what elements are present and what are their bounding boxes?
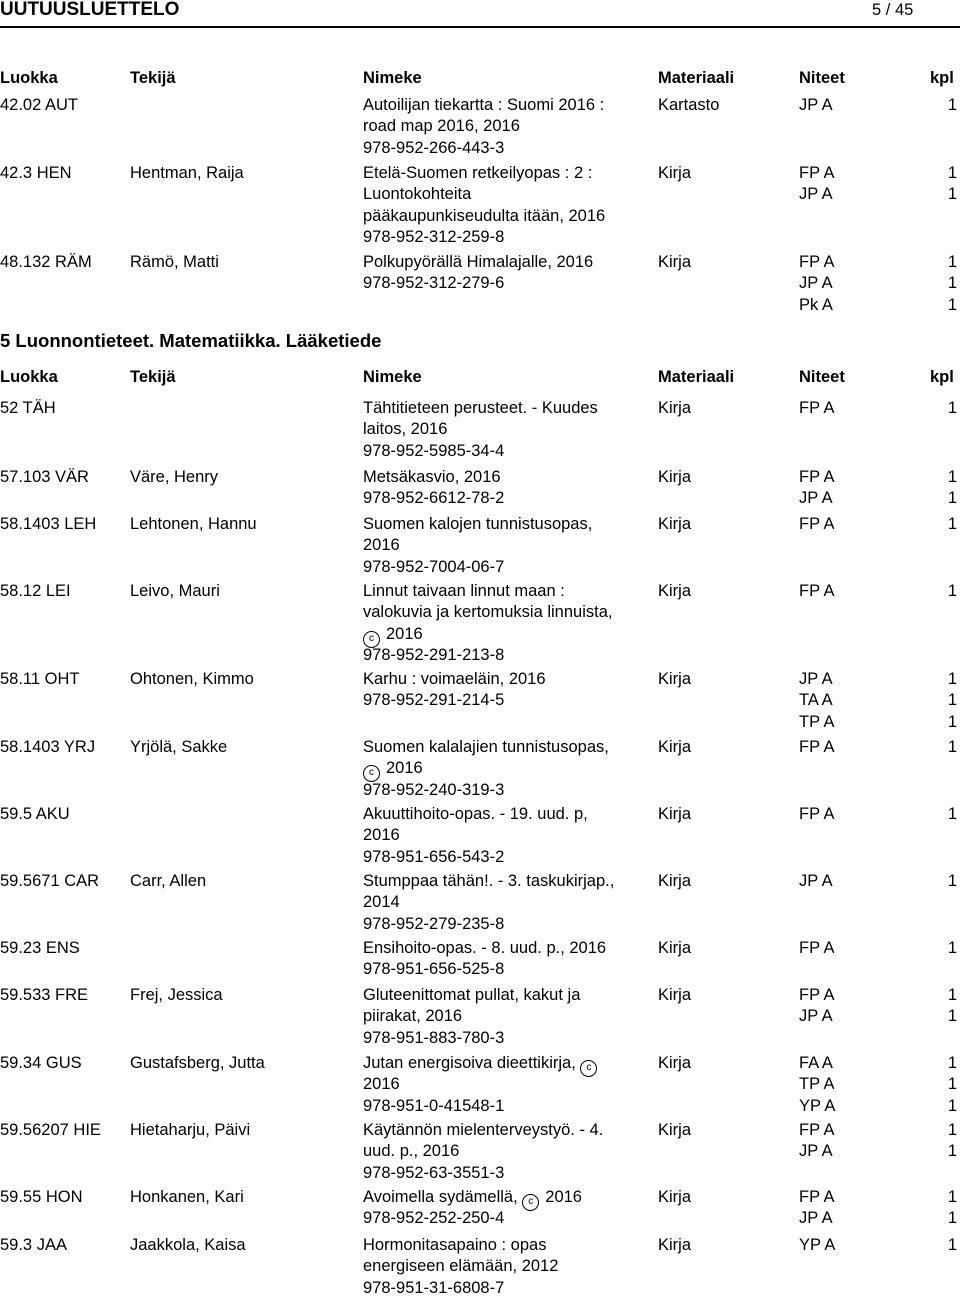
entry-nimeke-line: 978-952-279-235-8	[363, 914, 505, 933]
entry-materiaali: Kartasto	[658, 96, 720, 114]
entry-kpl: 1	[947, 712, 957, 731]
entry-kpl: 1	[947, 1054, 957, 1072]
entry-nimeke-line: Autoilijan tiekartta : Suomi 2016 :	[363, 96, 605, 114]
entry-tekija: Frej, Jessica	[130, 986, 223, 1004]
entry-niteet: JP A	[799, 1142, 833, 1161]
entry-nimeke-line: Akuuttihoito-opas. - 19. uud. p,	[363, 805, 588, 823]
entry-nimeke-line: Suomen kalojen tunnistusopas,	[363, 515, 593, 533]
entry-materiaali: Kirja	[658, 670, 692, 688]
entry-nimeke-line: Käytännön mielenterveystyö. - 4.	[363, 1121, 604, 1139]
entry-materiaali: Kirja	[658, 399, 692, 417]
copyright-icon: c	[363, 765, 380, 782]
entry-kpl: 1	[947, 872, 957, 890]
entry-nimeke-line: Avoimella sydämellä, c 2016	[363, 1187, 582, 1211]
title-rule	[0, 26, 960, 28]
entry-materiaali: Kirja	[658, 1236, 692, 1254]
entry-kpl: 1	[947, 939, 957, 957]
entry-materiaali: Kirja	[658, 468, 692, 486]
entry-nimeke-line: 978-952-266-443-3	[363, 138, 505, 157]
entry-niteet: JP A	[799, 489, 833, 508]
entry-kpl: 1	[947, 489, 957, 508]
entry-nimeke-line: 978-952-6612-78-2	[363, 489, 505, 508]
entry-nimeke-line: 978-952-291-214-5	[363, 691, 505, 710]
entry-nimeke-line: Luontokohteita	[363, 185, 472, 204]
entry-tekija: Jaakkola, Kaisa	[130, 1236, 246, 1254]
entry-materiaali: Kirja	[658, 1188, 692, 1206]
entry-kpl: 1	[947, 1096, 957, 1115]
entry-kpl: 1	[947, 295, 957, 314]
entry-niteet: JP A	[799, 872, 833, 890]
entry-nimeke-line: 2016	[363, 1075, 400, 1094]
entry-niteet: JP A	[799, 1209, 833, 1228]
entry-kpl: 1	[947, 805, 957, 823]
entry-luokka: 59.5671 CAR	[0, 872, 100, 890]
entry-nimeke-line: 978-952-312-259-8	[363, 227, 505, 246]
entry-nimeke-line: Gluteenittomat pullat, kakut ja	[363, 986, 581, 1004]
col-header-kpl: kpl	[930, 69, 954, 87]
entry-niteet: FP A	[799, 164, 835, 182]
entry-kpl: 1	[947, 399, 957, 417]
entry-materiaali: Kirja	[658, 1121, 692, 1139]
entry-nimeke-line: 978-951-0-41548-1	[363, 1096, 505, 1115]
entry-nimeke-line: uud. p., 2016	[363, 1142, 460, 1161]
entry-materiaali: Kirja	[658, 1054, 692, 1072]
entry-niteet: FP A	[799, 515, 835, 533]
entry-tekija: Gustafsberg, Jutta	[130, 1054, 265, 1072]
entry-materiaali: Kirja	[658, 939, 692, 957]
entry-materiaali: Kirja	[658, 986, 692, 1004]
entry-luokka: 58.11 OHT	[0, 670, 80, 688]
entry-kpl: 1	[947, 468, 957, 486]
entry-niteet: YP A	[799, 1096, 836, 1115]
entry-luokka: 48.132 RÄM	[0, 253, 92, 271]
entry-luokka: 58.1403 LEH	[0, 515, 97, 533]
entry-tekija: Hietaharju, Päivi	[130, 1121, 251, 1139]
entry-kpl: 1	[947, 1007, 957, 1026]
entry-nimeke-line: Stumppaa tähän!. - 3. taskukirjap.,	[363, 872, 615, 890]
entry-materiaali: Kirja	[658, 738, 692, 756]
entry-luokka: 59.34 GUS	[0, 1054, 82, 1072]
entry-materiaali: Kirja	[658, 805, 692, 823]
entry-nimeke-line: 978-952-291-213-8	[363, 645, 505, 664]
entry-kpl: 1	[947, 515, 957, 533]
entry-kpl: 1	[947, 274, 957, 293]
entry-kpl: 1	[947, 1188, 957, 1206]
entry-niteet: FA A	[799, 1054, 833, 1072]
entry-niteet: FP A	[799, 805, 835, 823]
entry-nimeke-line: 978-951-656-525-8	[363, 960, 505, 979]
entry-niteet: TP A	[799, 1075, 835, 1094]
entry-nimeke-line: 978-951-883-780-3	[363, 1028, 505, 1047]
entry-nimeke-line: Polkupyörällä Himalajalle, 2016	[363, 253, 594, 271]
entry-niteet: YP A	[799, 1236, 836, 1254]
entry-niteet: FP A	[799, 738, 835, 756]
col-header-materiaali: Materiaali	[658, 69, 735, 87]
entry-nimeke-line: 978-952-252-250-4	[363, 1209, 505, 1228]
entry-luokka: 57.103 VÄR	[0, 468, 89, 486]
col-header-niteet: Niteet	[799, 368, 845, 386]
entry-nimeke-line: Suomen kalalajien tunnistusopas,	[363, 738, 609, 756]
entry-kpl: 1	[947, 986, 957, 1004]
entry-nimeke-line: 2016	[363, 536, 400, 555]
entry-nimeke-line: valokuvia ja kertomuksia linnuista,	[363, 603, 613, 622]
entry-nimeke-line: 2014	[363, 893, 400, 912]
section-heading: 5 Luonnontieteet. Matematiikka. Lääketiede	[0, 330, 382, 351]
entry-nimeke-line: 978-952-7004-06-7	[363, 557, 505, 576]
entry-niteet: FP A	[799, 1188, 835, 1206]
entry-niteet: FP A	[799, 939, 835, 957]
col-header-niteet: Niteet	[799, 69, 845, 87]
entry-nimeke-line: Etelä-Suomen retkeilyopas : 2 :	[363, 164, 593, 182]
entry-niteet: JP A	[799, 96, 833, 114]
entry-tekija: Honkanen, Kari	[130, 1188, 244, 1206]
entry-materiaali: Kirja	[658, 164, 692, 182]
entry-nimeke-line: 978-951-656-543-2	[363, 847, 505, 866]
col-header-materiaali: Materiaali	[658, 368, 735, 386]
entry-kpl: 1	[947, 691, 957, 710]
entry-tekija: Ohtonen, Kimmo	[130, 670, 254, 688]
entry-tekija: Yrjölä, Sakke	[130, 738, 228, 756]
entry-kpl: 1	[947, 582, 957, 600]
entry-materiaali: Kirja	[658, 253, 692, 271]
entry-nimeke-line: 978-952-240-319-3	[363, 780, 505, 799]
entry-niteet: FP A	[799, 1121, 835, 1139]
entry-niteet: FP A	[799, 986, 835, 1004]
entry-kpl: 1	[947, 670, 957, 688]
entry-nimeke-line: Karhu : voimaeläin, 2016	[363, 670, 546, 688]
entry-niteet: Pk A	[799, 295, 833, 314]
page-indicator: 5 / 45	[872, 1, 914, 19]
copyright-icon: c	[363, 631, 380, 648]
entry-tekija: Rämö, Matti	[130, 253, 219, 271]
entry-kpl: 1	[947, 1209, 957, 1228]
entry-nimeke-line: energiseen elämään, 2012	[363, 1257, 559, 1276]
entry-luokka: 42.02 AUT	[0, 96, 78, 114]
entry-nimeke-line: 978-952-63-3551-3	[363, 1163, 505, 1182]
entry-luokka: 59.3 JAA	[0, 1236, 67, 1254]
col-header-tekija: Tekijä	[130, 69, 176, 87]
entry-luokka: 59.55 HON	[0, 1188, 83, 1206]
col-header-nimeke: Nimeke	[363, 368, 422, 386]
entry-kpl: 1	[947, 1121, 957, 1139]
entry-luokka: 58.1403 YRJ	[0, 738, 96, 756]
page-number: 5	[872, 1, 882, 19]
entry-niteet: JP A	[799, 1007, 833, 1026]
entry-niteet: FP A	[799, 253, 835, 271]
entry-kpl: 1	[947, 185, 957, 204]
entry-nimeke-line: c 2016	[363, 758, 423, 782]
entry-kpl: 1	[947, 1075, 957, 1094]
entry-luokka: 59.5 AKU	[0, 805, 70, 823]
entry-materiaali: Kirja	[658, 872, 692, 890]
entry-kpl: 1	[947, 1236, 957, 1254]
entry-nimeke-line: 978-951-31-6808-7	[363, 1278, 505, 1297]
entry-nimeke-line: Linnut taivaan linnut maan :	[363, 582, 565, 600]
entry-tekija: Väre, Henry	[130, 468, 219, 486]
entry-nimeke-line: Metsäkasvio, 2016	[363, 468, 501, 486]
entry-luokka: 59.533 FRE	[0, 986, 89, 1004]
entry-nimeke-line: piirakat, 2016	[363, 1007, 463, 1026]
entry-kpl: 1	[947, 1142, 957, 1161]
entry-kpl: 1	[947, 253, 957, 271]
entry-nimeke-line: c 2016	[363, 624, 423, 648]
entry-niteet: FP A	[799, 582, 835, 600]
col-header-tekija: Tekijä	[130, 368, 176, 386]
entry-niteet: JP A	[799, 185, 833, 204]
entry-luokka: 52 TÄH	[0, 399, 56, 417]
entry-niteet: JP A	[799, 274, 833, 293]
page-total: 45	[894, 1, 914, 19]
entry-tekija: Leivo, Mauri	[130, 582, 220, 600]
entry-kpl: 1	[947, 738, 957, 756]
col-header-nimeke: Nimeke	[363, 69, 422, 87]
col-header-kpl: kpl	[930, 368, 954, 386]
entry-luokka: 59.23 ENS	[0, 939, 80, 957]
copyright-icon: c	[522, 1194, 539, 1211]
entry-tekija: Hentman, Raija	[130, 164, 244, 182]
entry-luokka: 59.56207 HIE	[0, 1121, 101, 1139]
entry-luokka: 58.12 LEI	[0, 582, 71, 600]
entry-niteet: JP A	[799, 670, 833, 688]
copyright-icon: c	[580, 1060, 597, 1077]
entry-nimeke-line: Jutan energisoiva dieettikirja, c	[363, 1053, 603, 1077]
entry-nimeke-line: 978-952-312-279-6	[363, 274, 505, 293]
entry-tekija: Carr, Allen	[130, 872, 207, 890]
entry-nimeke-line: road map 2016, 2016	[363, 117, 520, 136]
col-header-luokka: Luokka	[0, 69, 58, 87]
entry-nimeke-line: Tähtitieteen perusteet. - Kuudes	[363, 399, 598, 417]
entry-kpl: 1	[947, 164, 957, 182]
entry-nimeke-line: pääkaupunkiseudulta itään, 2016	[363, 206, 606, 225]
entry-niteet: FP A	[799, 399, 835, 417]
entry-niteet: FP A	[799, 468, 835, 486]
entry-tekija: Lehtonen, Hannu	[130, 515, 257, 533]
entry-nimeke-line: Hormonitasapaino : opas	[363, 1236, 547, 1254]
entry-materiaali: Kirja	[658, 582, 692, 600]
page-title: UUTUUSLUETTELO	[0, 0, 180, 20]
entry-luokka: 42.3 HEN	[0, 164, 72, 182]
entry-materiaali: Kirja	[658, 515, 692, 533]
col-header-luokka: Luokka	[0, 368, 58, 386]
entry-nimeke-line: Ensihoito-opas. - 8. uud. p., 2016	[363, 939, 607, 957]
entry-nimeke-line: laitos, 2016	[363, 420, 448, 439]
entry-kpl: 1	[947, 96, 957, 114]
entry-niteet: TA A	[799, 691, 833, 710]
entry-nimeke-line: 2016	[363, 826, 400, 845]
entry-nimeke-line: 978-952-5985-34-4	[363, 441, 505, 460]
entry-niteet: TP A	[799, 712, 835, 731]
